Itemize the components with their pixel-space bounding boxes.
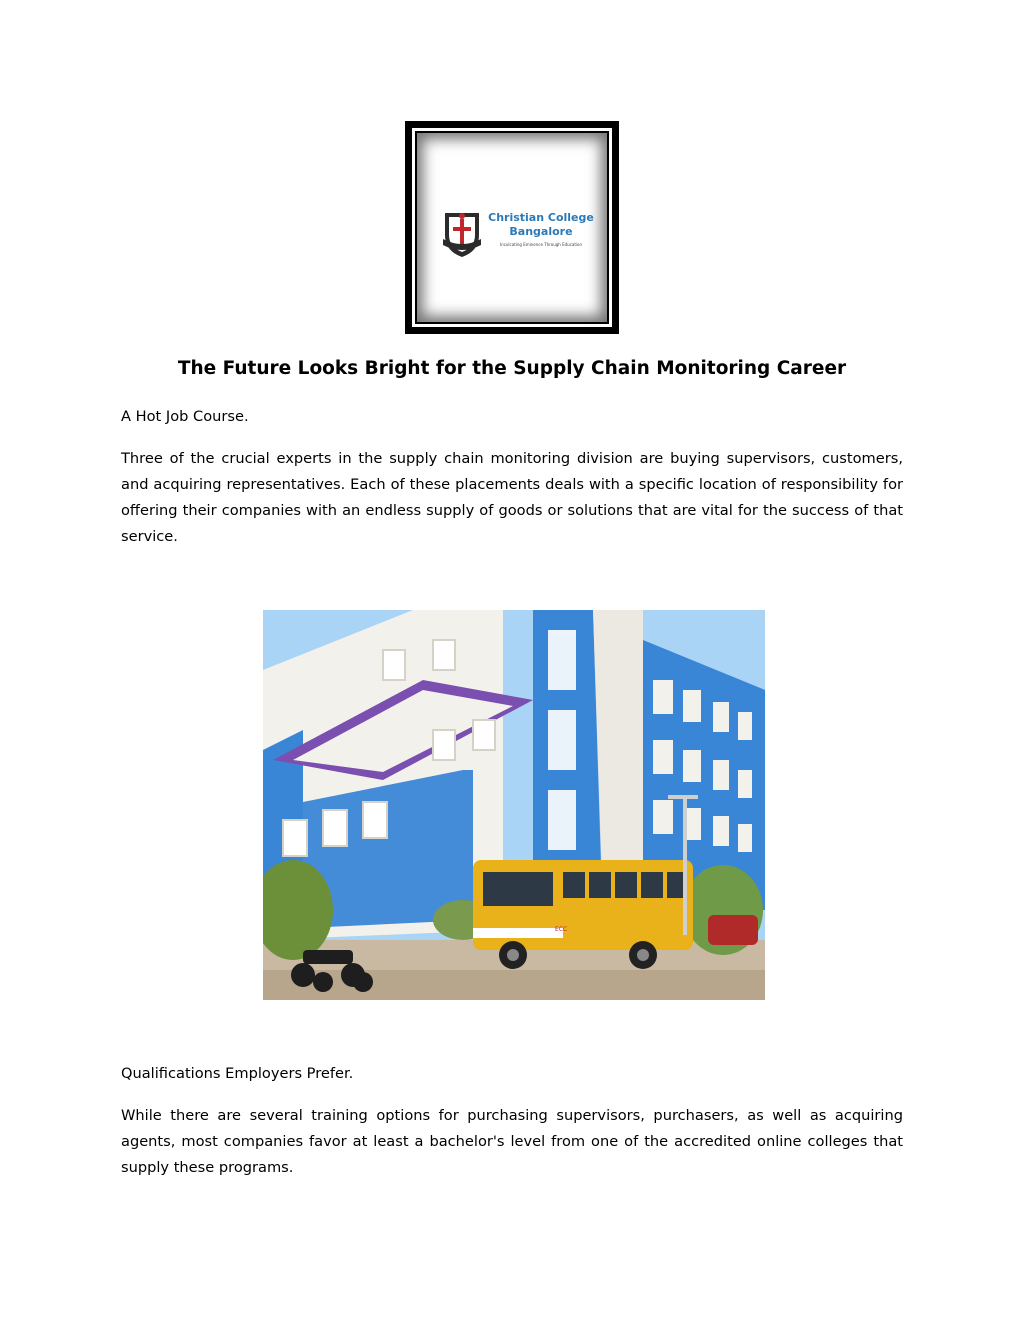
college-name [485, 211, 597, 239]
paragraph-supply-chain-experts: Three of the crucial experts in the supply chain monitoring division are buying supervisors, customers, and acquiring representatives. Each of these placements deals with a specific location of responsibility for offering their companies with an endless supply of goods or solutions that are vital for the success of that service. [121, 450, 903, 545]
college-tagline: Inculcating Eminence Through Education [499, 242, 582, 247]
college-name-line1: Christian College [488, 211, 594, 224]
college-logo-frame [405, 121, 619, 334]
logo-frame-border [412, 128, 612, 327]
page-title: The Future Looks Bright for the Supply Chain Monitoring Career [177, 358, 847, 379]
college-building-illustration [263, 610, 765, 1000]
subheading-qualifications: Qualifications Employers Prefer. [121, 1065, 354, 1082]
college-logo [417, 133, 607, 322]
college-name-line2: Bangalore [509, 225, 573, 238]
subheading-hot-job: A Hot Job Course. [121, 408, 249, 425]
college-crest-icon [443, 209, 481, 259]
college-building-photo [263, 610, 765, 1000]
paragraph-training-options: While there are several training options for purchasing supervisors, purchasers, as well as acquiring agents, most companies favor at least a bachelor's level from one of the accredited online colleges that supply these programs. [121, 1107, 903, 1176]
bus-label: ECC [555, 926, 568, 933]
